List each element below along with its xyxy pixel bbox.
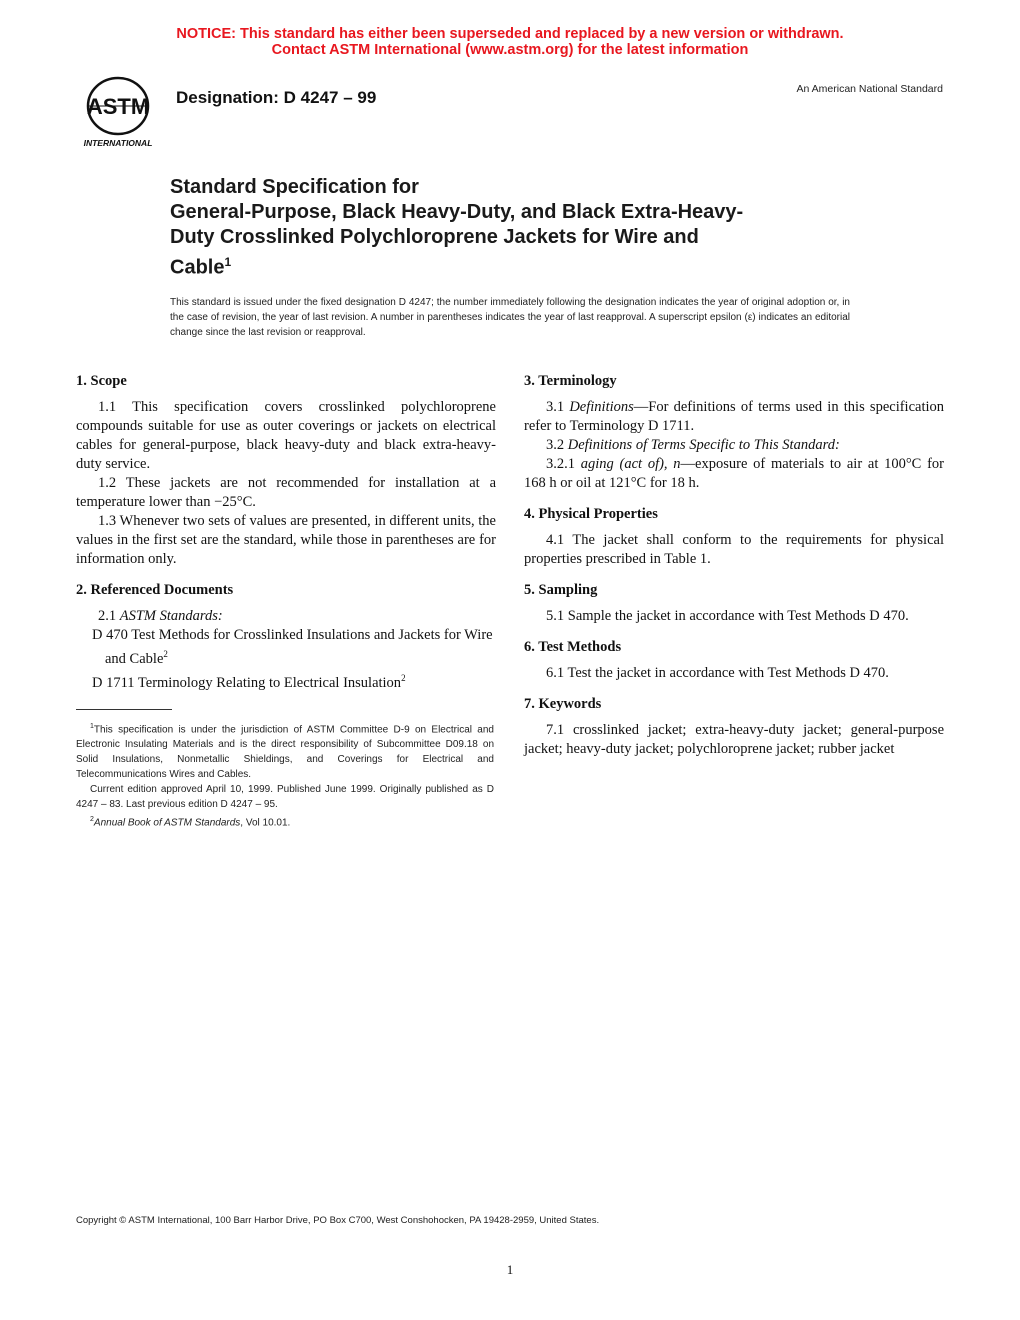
section-4-1: 4.1 The jacket shall conform to the requirements for physical properties prescribed in Table 1. [524,532,944,567]
title-line-3: Duty Crosslinked Polychloroprene Jackets for Wire and [170,226,699,248]
left-column [76,372,496,693]
section-3-heading: 3. Terminology [524,373,617,389]
document-title [170,175,870,281]
reference-d470: D 470 Test Methods for Crosslinked Insulations and Jackets for Wire and Cable$^2$ [92,627,493,667]
footnotes [76,719,494,831]
title-line-1: Standard Specification for [170,176,419,198]
reference-d1711: D 1711 Terminology Relating to Electrical Insulation$^2$ [92,672,406,691]
section-1-1: 1.1 This specification covers crosslinked polychloroprene compounds suitable for use as outer coverings or jackets on electrical cables for general-purpose, black heavy-duty and black extra-heavy-duty service. [76,399,496,472]
issued-note: This standard is issued under the fixed designation D 4247; the number immediately following the designation indicates the year of original adoption or, in the case of revision, the year of last revision. A number in parentheses indicates the year of last reapproval. A superscript epsilon (ε) indicates an editorial change since the last revision or reapproval. [170,297,850,338]
section-5-1: 5.1 Sample the jacket in accordance with Test Methods D 470. [546,608,909,624]
section-3-2-1: 3.2.1 aging (act of), n—exposure of materials to air at 100°C for 168 h or oil at 121°C for 18 h. [524,456,944,491]
section-1-3: 1.3 Whenever two sets of values are presented, in different units, the values in the first set are the standard, while those in parentheses are for information only. [76,513,496,567]
section-6-1: 6.1 Test the jacket in accordance with Test Methods D 470. [546,665,889,681]
section-1-heading: 1. Scope [76,373,127,389]
section-5-heading: 5. Sampling [524,582,598,598]
title-line-4: Cable [170,256,225,279]
astm-logo [72,76,166,148]
section-7-1: 7.1 crosslinked jacket; extra-heavy-duty jacket; general-purpose jacket; heavy-duty jacket; polychloroprene jacket; rubber jacket [524,722,944,757]
footnote-1b: Current edition approved April 10, 1999. Published June 1999. Originally published as D 4247 – 83. Last previous edition D 4247 – 95. [76,784,494,811]
section-1-2: 1.2 These jackets are not recommended for installation at a temperature lower than −25°C. [76,475,496,510]
section-7-heading: 7. Keywords [524,696,602,712]
logo-text: ASTM [86,94,150,119]
national-standard-label: An American National Standard [796,83,943,95]
footnote-divider [76,709,172,710]
footnote-2: $^2$Annual Book of ASTM Standards, Vol 10.01. [90,816,291,829]
section-2-1: 2.1 ASTM Standards: [98,608,223,624]
right-column [524,372,944,759]
section-3-2: 3.2 Definitions of Terms Specific to This Standard: [546,437,840,453]
notice-line-2: Contact ASTM International (www.astm.org) for the latest information [271,42,749,58]
section-4-heading: 4. Physical Properties [524,506,658,522]
notice-line-1: NOTICE: This standard has either been superseded and replaced by a new version or withdrawn. [176,26,844,42]
title-footnote-mark: 1 [224,255,232,269]
title-line-2: General-Purpose, Black Heavy-Duty, and Black Extra-Heavy- [170,201,744,223]
section-6-heading: 6. Test Methods [524,639,622,655]
copyright: Copyright © ASTM International, 100 Barr Harbor Drive, PO Box C700, West Conshohocken, PA 19428-2959, United States. [76,1215,600,1226]
section-3-1: 3.1 Definitions—For definitions of terms used in this specification refer to Terminology D 1711. [524,399,945,434]
section-2-heading: 2. Referenced Documents [76,582,234,598]
page-number: 1 [506,1262,514,1277]
footnote-1: $^1$This specification is under the jurisdiction of ASTM Committee D-9 on Electrical and Electronic Insulating Materials and is the direct responsibility of Subcommittee D09.18 on Solid Insulations, Nonmetallic Shieldings, and Coverings for Electrical and Telecommunications Wires and Cables. [76,723,494,781]
designation: Designation: D 4247 – 99 [176,88,377,107]
logo-subtitle: INTERNATIONAL [83,138,153,148]
